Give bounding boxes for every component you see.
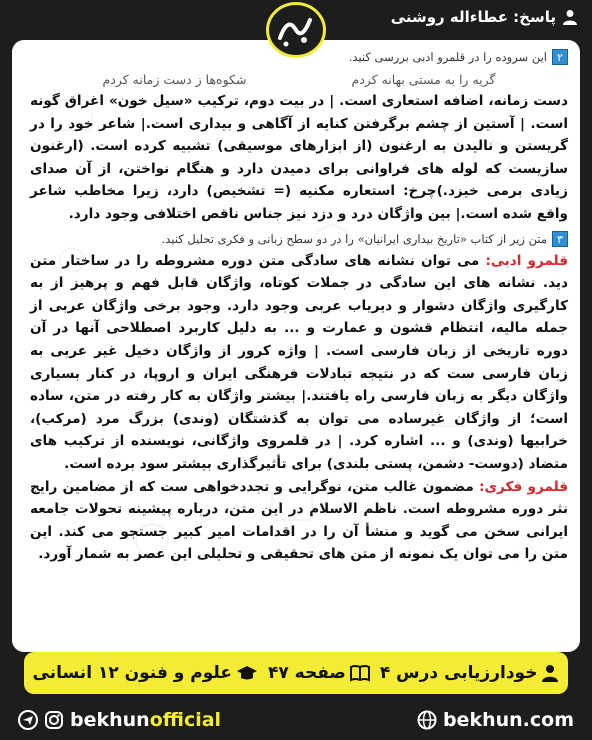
question-3-text: متن زیر از کتاب «تاریخ بیداری ایرانیان» را در دو سطح زبانی و فکری تحلیل کنید. (161, 231, 547, 246)
question-3-prompt (30, 228, 568, 250)
website-link[interactable] (417, 709, 574, 731)
website-text: bekhun.com (442, 709, 574, 731)
literary-text: می توان نشانه های سادگی متن دوره مشروطه را در ساختار متن دید. نشانه های این سادگی در جملات کوتاه، واژگان قابل فهم و پرهیز از به کارگیری واژگان دشوار و دیریاب عربی وجود دارد. وجود برخی واژگان عربی از جمله مالیه، انتظام قشون و عمارت و ... به دلیل کاربرد اصطلاحی آنها در آن دوره تاریخی از زبان فارسی است. | واژه کرور از واژگان دخیل غیر عربی به زبان فارسی ست که در نتیجه تبادلات فرهنگی ایران و اروپا، در کنار بسیاری واژگان دیگر به زبان فارسی راه یافتند.| بیشتر واژگان به کار رفته در متن، ساده است؛ از واژگان غیرساده می توان به گذشتگان (وندی) بزرگ مرد (مرکب)، خرابیها (وندی) و ... اشاره کرد. | در قلمروی واژگانی، نویسنده از ترکیب های متضاد (دوست- دشمن، پستی بلندی) برای تأثیرگذاری بیشتر سود برده است. (30, 252, 568, 472)
intellectual-section (30, 476, 568, 566)
book-icon (350, 664, 370, 682)
lesson-banner (24, 652, 568, 694)
student-icon (541, 664, 559, 682)
literary-section (30, 250, 568, 476)
literary-label: قلمرو ادبی: (485, 252, 569, 269)
banner-lesson-text: خودارزیابی درس ۴ (379, 663, 538, 683)
banner-subject-text: علوم و فنون ۱۲ انسانی (32, 663, 232, 683)
social-handle[interactable] (18, 709, 221, 731)
globe-icon (417, 710, 437, 730)
handle-main: bekhun (70, 709, 150, 731)
handle-accent: official (149, 709, 222, 731)
verse (30, 68, 568, 90)
bekhun-logo (266, 2, 326, 58)
author-line (391, 8, 578, 26)
logo-mark-icon (274, 10, 318, 50)
question-2-text: این سروده را در قلمرو ادبی بررسی کنید. (348, 50, 547, 64)
answer-content (30, 44, 568, 566)
intellectual-text: مضمون غالب متن، نوگرایی و تجددخواهی ست که از مضامین رایج نثر دوره مشروطه است. ناظم الاسلام در این متن، درباره پیشینه تحولات جامعه ایرانی سخن می گوید و منشأ آن را در اقدامات امیر کبیر جستجو می کند. این متن را می توان یک نمونه از متن های تحقیقی و تحلیلی این عصر به شمار آورد. (30, 478, 568, 563)
instagram-icon[interactable] (44, 710, 64, 730)
author-name: پاسخ: عطاءاله روشنی (390, 8, 556, 26)
question-2-number: ۲ (552, 49, 568, 65)
banner-page-text: صفحه ۴۷ (267, 663, 346, 683)
graduation-cap-icon (236, 664, 258, 682)
bottom-bar (0, 700, 592, 740)
intellectual-label: قلمرو فکری: (479, 478, 569, 495)
verse-first-hemistich: گریه را به مستی بهانه کردم (351, 71, 496, 87)
verse-second-hemistich: شکوه‌ها ز دست زمانه کردم (102, 71, 247, 87)
banner-lesson (380, 663, 560, 683)
banner-subject (33, 663, 258, 683)
question-3-number: ۳ (552, 231, 568, 247)
answer-card (12, 40, 580, 652)
banner-page (268, 663, 370, 683)
question-2-answer: دست زمانه، اضافه استعاری است. | در بیت دوم، ترکیب «سیل خون» اغراق گونه است. | آستین از چشم برگرفتن کنایه از آگاهی و بیداری است.| شاعر خود را در گریستن و نالیدن به ارغنون (از ابزارهای موسیقی) تشبیه کرده است. (ارغنون سازیست که لوله های فراوانی برای دمیدن دارد و هنگام نواختن، از آن صدای زیادی برمی خیزد.)چرخ: استعاره مکنیه (= تشخیص) دارد، زیرا مخاطب شاعر واقع شده است.| بین واژگان درد و دزد نیز جناس ناقص اختلافی وجود دارد. (30, 93, 568, 222)
user-icon (562, 9, 578, 25)
telegram-icon[interactable] (18, 710, 38, 730)
